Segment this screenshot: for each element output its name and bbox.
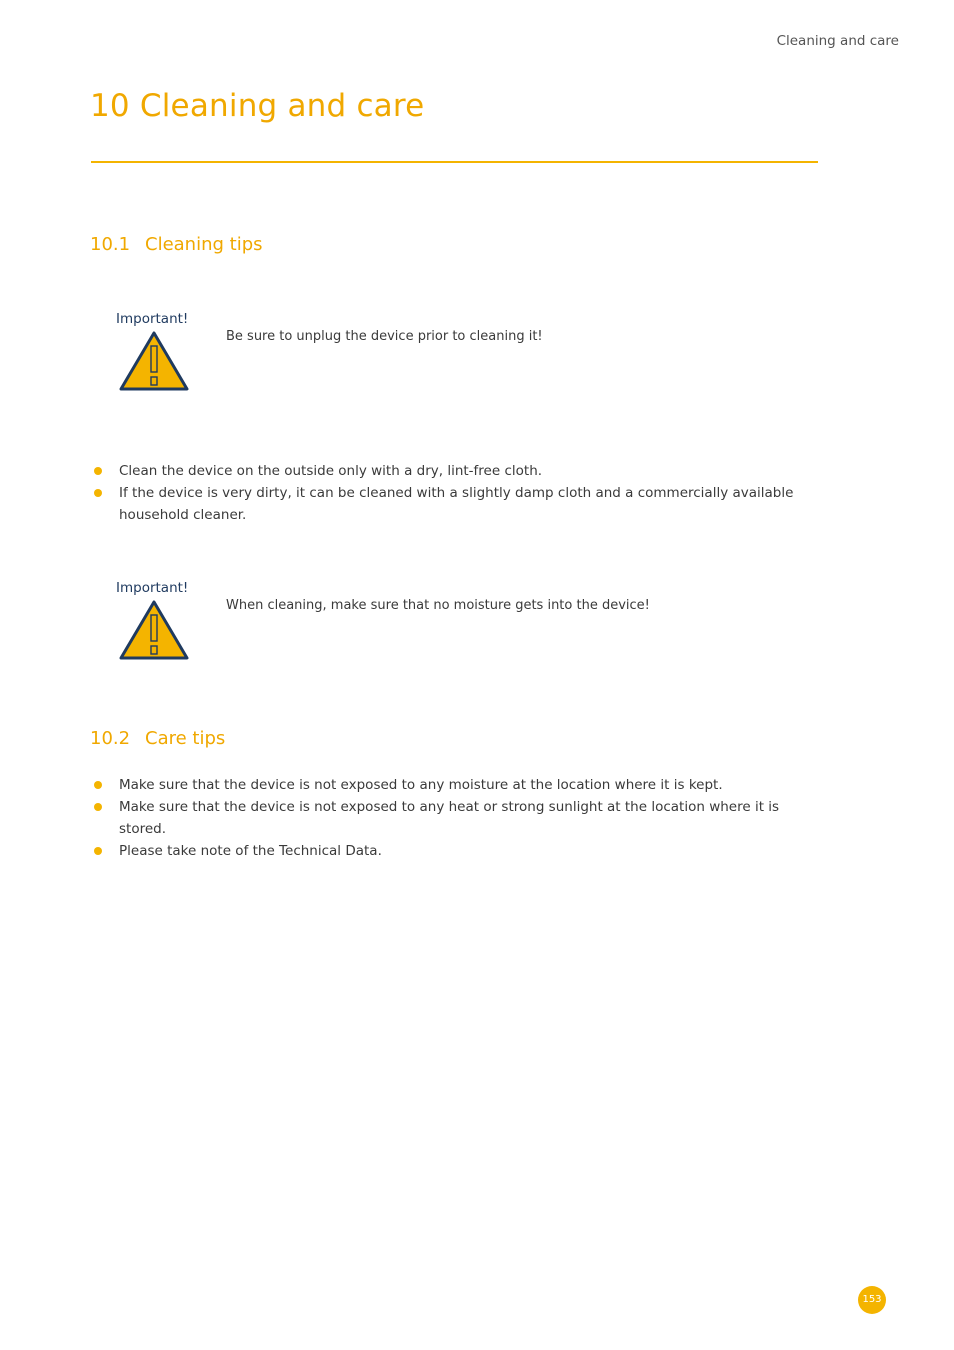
notice-label: Important! [116, 580, 189, 596]
list-item: If the device is very dirty, it can be cleaned with a slightly damp cloth and a commercially available household cleaner. [90, 482, 830, 526]
warning-icon [118, 599, 190, 661]
title-divider [91, 161, 818, 163]
section-title: Cleaning tips [145, 234, 263, 255]
care-tips-list [90, 774, 830, 862]
important-notice-unplug [90, 311, 830, 411]
section-number: 10.2 [90, 728, 131, 749]
list-item: Please take note of the Technical Data. [90, 840, 830, 862]
section-title: Care tips [145, 728, 226, 749]
section-heading-care-tips [90, 728, 225, 749]
list-item: Make sure that the device is not exposed to any heat or strong sunlight at the location where it is stored. [90, 796, 830, 840]
notice-text: When cleaning, make sure that no moisture gets into the device! [226, 598, 650, 613]
page-number-badge: 153 [858, 1286, 886, 1314]
notice-text: Be sure to unplug the device prior to cleaning it! [226, 329, 543, 344]
important-notice-moisture [90, 580, 830, 680]
section-heading-cleaning-tips [90, 234, 263, 255]
warning-icon [118, 330, 190, 392]
list-item: Clean the device on the outside only with a dry, lint-free cloth. [90, 460, 830, 482]
list-item: Make sure that the device is not exposed to any moisture at the location where it is kept. [90, 774, 830, 796]
notice-label: Important! [116, 311, 189, 327]
running-header: Cleaning and care [776, 33, 899, 49]
cleaning-tips-list [90, 460, 830, 526]
chapter-title: 10 Cleaning and care [90, 88, 425, 124]
section-number: 10.1 [90, 234, 131, 255]
